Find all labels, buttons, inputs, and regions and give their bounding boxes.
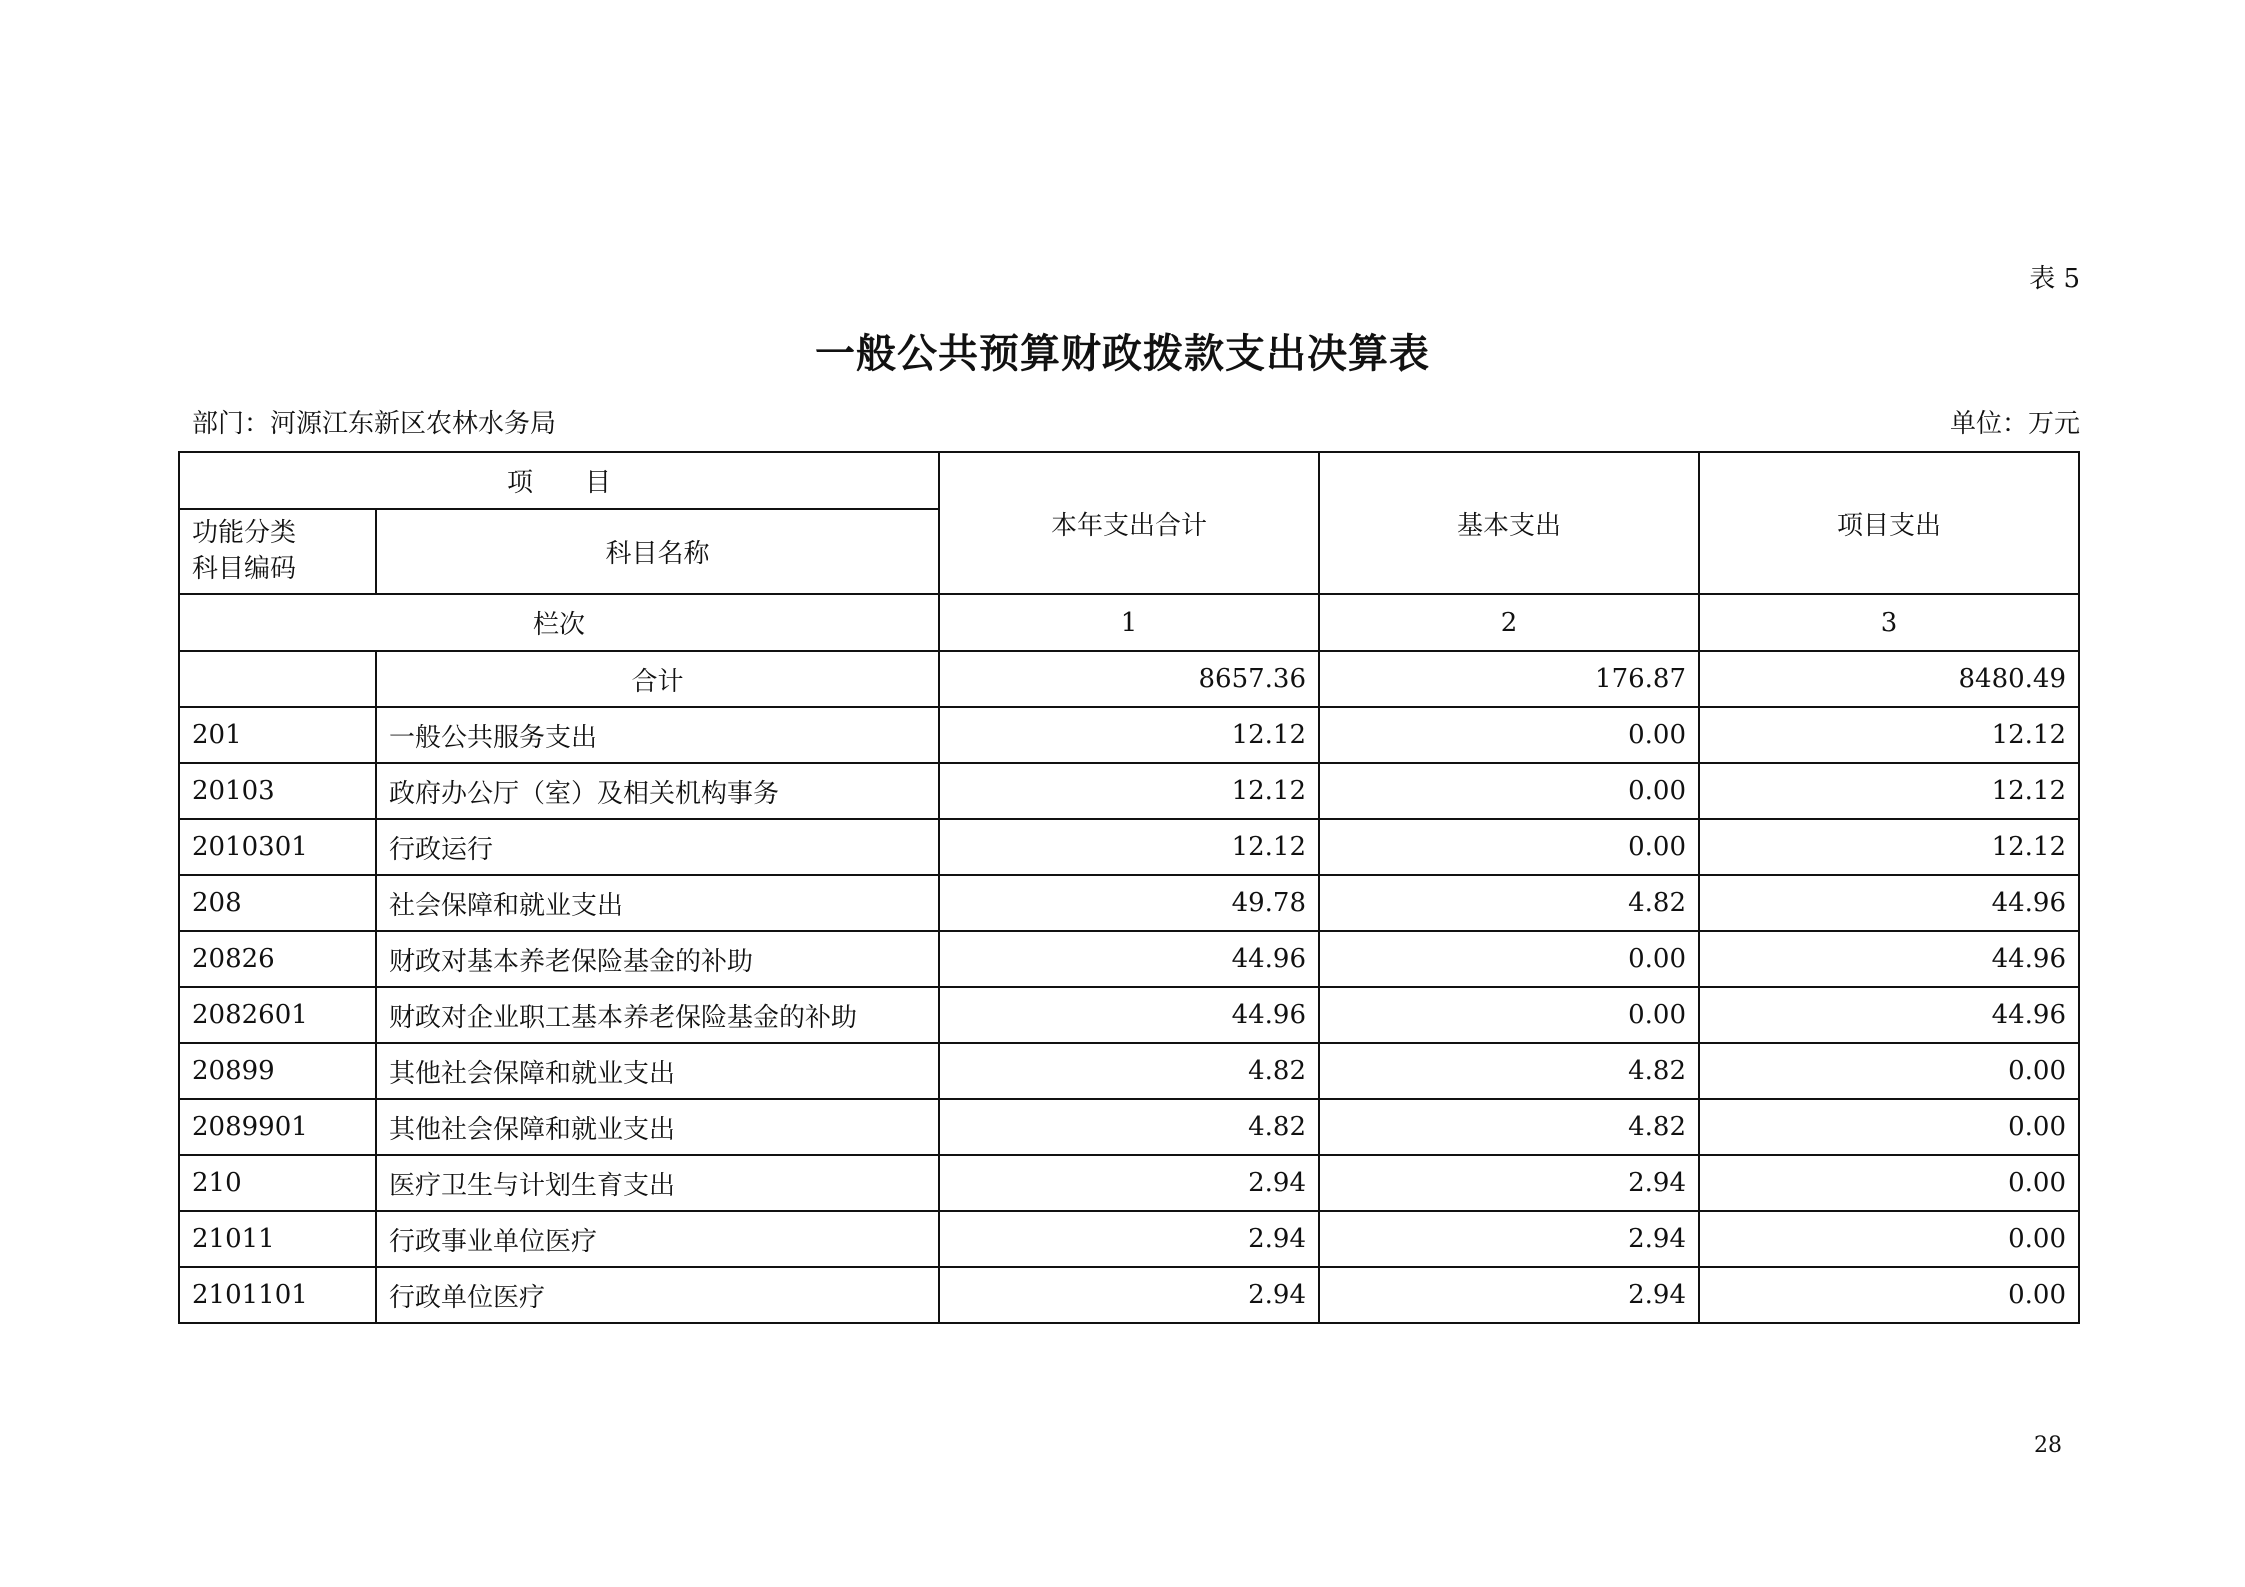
row-code: 21011 (179, 1211, 376, 1267)
header-col-project: 项目支出 (1699, 452, 2079, 594)
page-number: 28 (2034, 1433, 2062, 1458)
row-total: 12.12 (939, 763, 1319, 819)
row-project: 0.00 (1699, 1267, 2079, 1323)
row-name: 财政对基本养老保险基金的补助 (376, 931, 939, 987)
department-name: 河源江东新区农林水务局 (270, 409, 557, 439)
header-row-top (179, 452, 2079, 509)
lanci-label: 栏次 (179, 594, 939, 651)
row-name: 行政事业单位医疗 (376, 1211, 939, 1267)
row-total: 49.78 (939, 875, 1319, 931)
table-row (179, 1099, 2079, 1155)
row-code: 201 (179, 707, 376, 763)
lanci-1: 1 (939, 594, 1319, 651)
table-number-label: 表 5 (2029, 264, 2080, 294)
total-label: 合计 (376, 651, 939, 707)
row-total: 44.96 (939, 987, 1319, 1043)
row-total: 4.82 (939, 1043, 1319, 1099)
row-name: 一般公共服务支出 (376, 707, 939, 763)
row-project: 12.12 (1699, 763, 2079, 819)
row-project: 0.00 (1699, 1099, 2079, 1155)
table-body (179, 452, 2079, 1323)
table-row (179, 1155, 2079, 1211)
row-total: 44.96 (939, 931, 1319, 987)
row-name: 其他社会保障和就业支出 (376, 1099, 939, 1155)
row-code: 20899 (179, 1043, 376, 1099)
row-code: 20826 (179, 931, 376, 987)
row-code: 20103 (179, 763, 376, 819)
table-row (179, 875, 2079, 931)
table-row (179, 931, 2079, 987)
row-total: 2.94 (939, 1211, 1319, 1267)
table-row (179, 819, 2079, 875)
row-basic: 2.94 (1319, 1267, 1699, 1323)
row-name: 医疗卫生与计划生育支出 (376, 1155, 939, 1211)
row-basic: 0.00 (1319, 707, 1699, 763)
header-code (179, 509, 376, 594)
total-value-project: 8480.49 (1699, 651, 2079, 707)
row-project: 0.00 (1699, 1155, 2079, 1211)
row-total: 12.12 (939, 707, 1319, 763)
row-project: 12.12 (1699, 707, 2079, 763)
header-code-line2: 科目编码 (192, 553, 297, 584)
department-line (192, 403, 556, 440)
total-value-basic: 176.87 (1319, 651, 1699, 707)
lanci-row (179, 594, 2079, 651)
lanci-2: 2 (1319, 594, 1699, 651)
row-basic: 4.82 (1319, 1043, 1699, 1099)
total-value-total: 8657.36 (939, 651, 1319, 707)
header-col-basic: 基本支出 (1319, 452, 1699, 594)
row-total: 12.12 (939, 819, 1319, 875)
header-name: 科目名称 (376, 509, 939, 594)
row-code: 2089901 (179, 1099, 376, 1155)
total-code (179, 651, 376, 707)
expenditure-table (178, 451, 2080, 1324)
row-name: 行政单位医疗 (376, 1267, 939, 1323)
row-name: 行政运行 (376, 819, 939, 875)
row-code: 2082601 (179, 987, 376, 1043)
unit-label: 单位：万元 (1949, 409, 2080, 439)
row-total: 2.94 (939, 1155, 1319, 1211)
row-project: 44.96 (1699, 931, 2079, 987)
total-row (179, 651, 2079, 707)
row-basic: 2.94 (1319, 1211, 1699, 1267)
row-basic: 4.82 (1319, 1099, 1699, 1155)
row-name: 政府办公厅（室）及相关机构事务 (376, 763, 939, 819)
row-name: 财政对企业职工基本养老保险基金的补助 (376, 987, 939, 1043)
row-basic: 4.82 (1319, 875, 1699, 931)
table-row (179, 987, 2079, 1043)
row-project: 12.12 (1699, 819, 2079, 875)
row-basic: 0.00 (1319, 931, 1699, 987)
row-project: 44.96 (1699, 875, 2079, 931)
table-row (179, 763, 2079, 819)
row-basic: 2.94 (1319, 1155, 1699, 1211)
row-project: 0.00 (1699, 1211, 2079, 1267)
header-col-total: 本年支出合计 (939, 452, 1319, 594)
row-name: 社会保障和就业支出 (376, 875, 939, 931)
header-code-line1: 功能分类 (192, 518, 297, 549)
row-code: 2101101 (179, 1267, 376, 1323)
row-code: 210 (179, 1155, 376, 1211)
lanci-3: 3 (1699, 594, 2079, 651)
header-item: 项 目 (179, 452, 939, 509)
row-name: 其他社会保障和就业支出 (376, 1043, 939, 1099)
row-total: 4.82 (939, 1099, 1319, 1155)
page-title: 一般公共预算财政拨款支出决算表 (815, 330, 1430, 377)
row-basic: 0.00 (1319, 763, 1699, 819)
row-basic: 0.00 (1319, 987, 1699, 1043)
row-code: 208 (179, 875, 376, 931)
row-total: 2.94 (939, 1267, 1319, 1323)
row-project: 44.96 (1699, 987, 2079, 1043)
table-row (179, 1267, 2079, 1323)
table-row (179, 1211, 2079, 1267)
row-code: 2010301 (179, 819, 376, 875)
row-project: 0.00 (1699, 1043, 2079, 1099)
table-row (179, 707, 2079, 763)
row-basic: 0.00 (1319, 819, 1699, 875)
department-label: 部门： (192, 409, 271, 439)
table-row (179, 1043, 2079, 1099)
